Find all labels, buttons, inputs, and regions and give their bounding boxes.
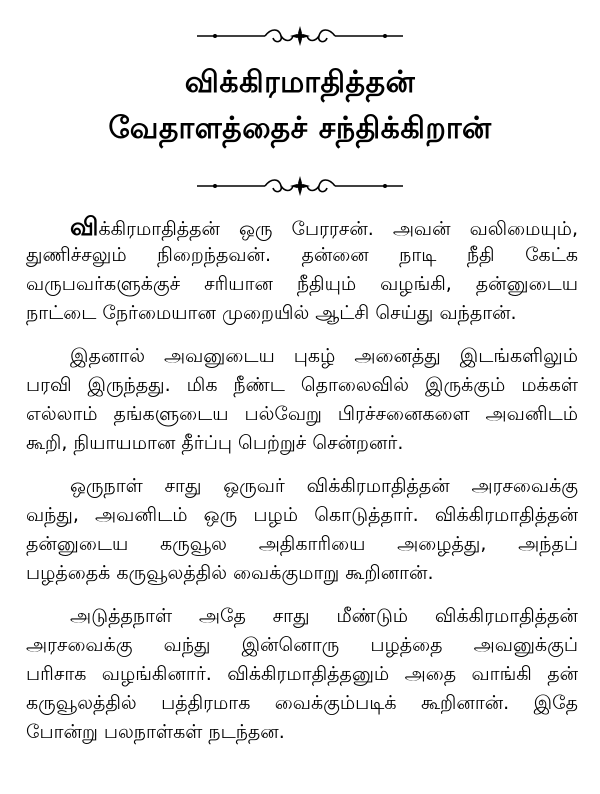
flourish-divider-icon [195,24,405,48]
story-title-line-1: விக்கிரமாதித்தன் [184,65,416,100]
paragraph-line: அரசவைக்கு வந்து இன்னொரு பழத்தை அவனுக்குப் [26,634,578,656]
paragraph-line: எல்லாம் தங்களுடைய பல்வேறு பிரச்சனைகளை அவனிடம் [26,403,578,425]
story-title-line-2: வேதாளத்தைச் சந்திக்கிறான் [108,111,492,146]
paragraph-line: துணிச்சலும் நிறைந்தவன். தன்னை நாடி நீதி கேட்க [26,244,578,266]
paragraph-2 [26,342,578,458]
paragraph-line: கூறி, நியாயமான தீர்ப்பு பெற்றுச் சென்றனர். [26,432,404,454]
paragraph-line: பரவி இருந்தது. மிக நீண்ட தொலைவில் இருக்கும் மக்கள் [26,374,578,396]
story-body [26,212,578,761]
drop-cap: வி [70,212,99,241]
paragraph-line: ஒருநாள் சாது ஒருவர் விக்கிரமாதித்தன் அரசவைக்கு [70,475,578,497]
paragraph-line: போன்று பலநாள்கள் நடந்தன. [26,721,285,743]
paragraph-line: வருபவர்களுக்குச் சரியான நீதியும் வழங்கி, தன்னுடைய [26,273,578,295]
flourish-divider-icon [195,174,405,198]
paragraph-line: வந்து, அவனிடம் ஒரு பழம் கொடுத்தார். விக்கிரமாதித்தன் [26,504,578,526]
paragraph-line: பரிசாக வழங்கினார். விக்கிரமாதித்தனும் அதை வாங்கி தன் [26,663,578,685]
paragraph-line: இதனால் அவனுடைய புகழ் அனைத்து இடங்களிலும் [70,345,578,367]
paragraph-line: நாட்டை நேர்மையான முறையில் ஆட்சி செய்து வந்தான். [26,302,517,324]
paragraph-line: அடுத்தநாள் அதே சாது மீண்டும் விக்கிரமாதித்தன் [70,605,578,627]
paragraph-line: பழத்தைக் கருவூலத்தில் வைக்குமாறு கூறினான். [26,562,434,584]
bottom-ornament [0,174,600,198]
paragraph-4 [26,602,578,747]
top-ornament [0,24,600,48]
paragraph-line: விக்கிரமாதித்தன் ஒரு பேரரசன். அவன் வலிமையும், [70,212,578,241]
paragraph-line: கருவூலத்தில் பத்திரமாக வைக்கும்படிக் கூறினான். இதே [26,692,578,714]
paragraph-line: தன்னுடைய கருவூல அதிகாரியை அழைத்து, அந்தப் [26,533,578,555]
paragraph-1 [26,212,578,328]
paragraph-3 [26,472,578,588]
